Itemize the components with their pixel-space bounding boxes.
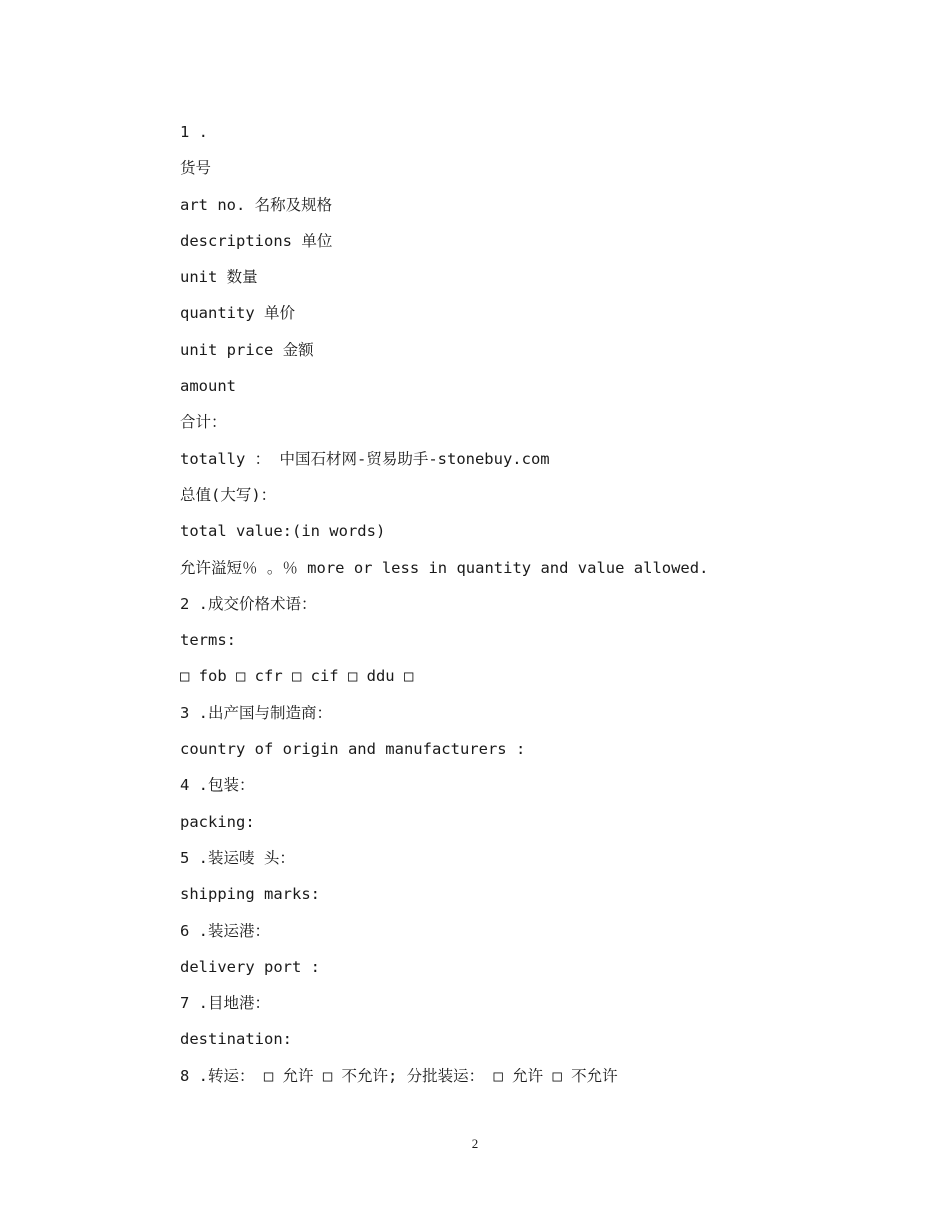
line-amount: amount	[180, 377, 236, 396]
line-terms-options: □ fob □ cfr □ cif □ ddu □	[180, 667, 414, 686]
line-packing: packing:	[180, 812, 255, 831]
line-article-number-cn: 货号	[180, 159, 212, 178]
document-body	[180, 114, 880, 1094]
line-unit-price: unit price 金额	[180, 340, 314, 359]
line-total-value: total value:(in words)	[180, 522, 386, 541]
line-delivery-port-cn: 6 .装运港：	[180, 921, 270, 940]
line-terms: terms:	[180, 631, 236, 650]
line-total-value-cn: 总值(大写)：	[180, 485, 277, 504]
line-art-no: art no. 名称及规格	[180, 195, 333, 214]
line-descriptions: descriptions 单位	[180, 231, 333, 250]
line-quantity: quantity 单价	[180, 304, 295, 323]
line-transshipment: 8 .转运： □ 允许 □ 不允许; 分批装运： □ 允许 □ 不允许	[180, 1066, 618, 1085]
line-terms-cn: 2 .成交价格术语：	[180, 594, 317, 613]
line-origin: country of origin and manufacturers :	[180, 740, 526, 759]
line-packing-cn: 4 .包装：	[180, 776, 255, 795]
line-delivery-port: delivery port :	[180, 957, 320, 976]
line-item-number: 1 .	[180, 123, 208, 141]
line-totally: totally ： 中国石材网-贸易助手-stonebuy.com	[180, 449, 550, 468]
line-unit: unit 数量	[180, 268, 258, 287]
line-shipping-marks: shipping marks:	[180, 885, 320, 904]
line-destination: destination:	[180, 1030, 292, 1049]
line-origin-cn: 3 .出产国与制造商：	[180, 703, 332, 722]
line-more-or-less: 允许溢短％ 。％ more or less in quantity and value allowed.	[180, 558, 709, 577]
line-destination-cn: 7 .目地港：	[180, 994, 270, 1013]
line-shipping-marks-cn: 5 .装运唛 头：	[180, 848, 295, 867]
page-number: 2	[471, 1136, 479, 1151]
line-total-cn: 合计：	[180, 413, 227, 432]
